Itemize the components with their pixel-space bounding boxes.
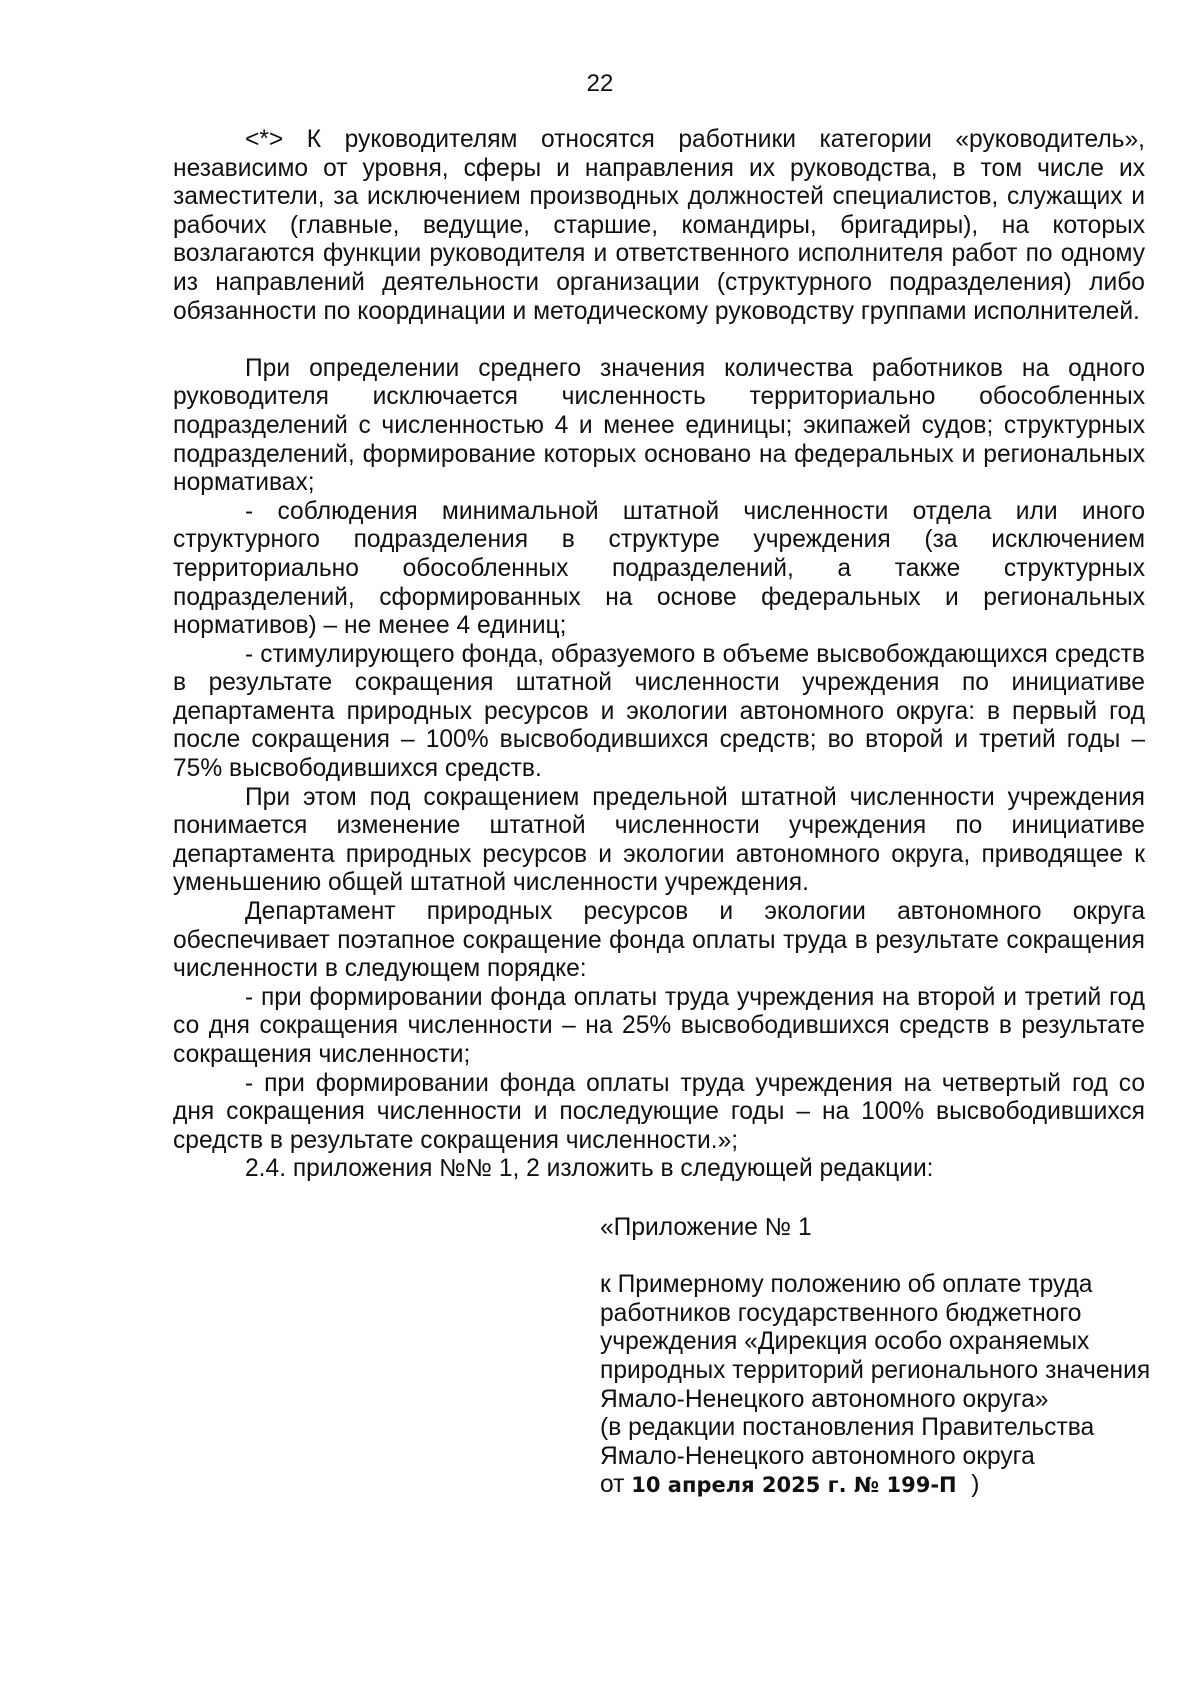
document-body: [173, 126, 1145, 1184]
appendix-date-line: [600, 1471, 1160, 1500]
list-item: - стимулирующего фонда, образуемого в объеме высвобождающихся средств в результате сокращения штатной численности учреждения по инициативе департамента природных ресурсов и экологии автономного округа: в первый год после сокращения – 100% высвободившихся средств; во второй и третий годы – 75% высвободившихся средств.: [173, 640, 1145, 783]
date-prefix: от: [600, 1471, 625, 1499]
date-suffix: ): [971, 1471, 980, 1499]
body-paragraph: При определении среднего значения количества работников на одного руководителя исключается численность территориально обособленных подразделений с численностью 4 и менее единицы; экипажей судов; структурных подразделений, формирование которых основано на федеральных и региональных нормативах;: [173, 354, 1145, 497]
appendix-header: [600, 1214, 1160, 1500]
list-item: - при формировании фонда оплаты труда учреждения на четвертый год со дня сокращения численности и последующие годы – на 100% высвободившихся средств в результате сокращения численности.»;: [173, 1069, 1145, 1154]
list-item: - при формировании фонда оплаты труда учреждения на второй и третий год со дня сокращения численности – на 25% высвободившихся средств в результате сокращения численности;: [173, 983, 1145, 1068]
body-paragraph: При этом под сокращением предельной штатной численности учреждения понимается изменение штатной численности учреждения по инициативе департамента природных ресурсов и экологии автономного округа, приводящее к уменьшению общей штатной численности учреждения.: [173, 783, 1145, 897]
body-paragraph: 2.4. приложения №№ 1, 2 изложить в следующей редакции:: [245, 1155, 934, 1183]
appendix-edition: (в редакции постановления Правительства Ямало-Ненецкого автономного округа: [600, 1414, 1095, 1470]
appendix-title: «Приложение № 1: [600, 1214, 812, 1241]
list-item: - соблюдения минимальной штатной численности отдела или иного структурного подразделения в структуре учреждения (за исключением территориально обособленных подразделений, а также структурных подразделений, сформированных на основе федеральных и региональных нормативов) – не менее 4 единиц;: [173, 497, 1145, 640]
appendix-reference: к Примерному положению об оплате труда работников государственного бюджетного учреждения «Дирекция особо охраняемых природных территорий регионального значения Ямало-Ненецкого автономного округа»: [600, 1271, 1151, 1413]
footnote-paragraph: <*> К руководителям относятся работники категории «руководитель», независимо от уровня, сферы и направления их руководства, в том числе их заместители, за исключением производных должностей специалистов, служащих и рабочих (главные, ведущие, старшие, командиры, бригадиры), на которых возлагаются функции руководителя и ответственного исполнителя работ по одному из направлений деятельности организации (структурного подразделения) либо обязанности по координации и методическому руководству группами исполнителей.: [173, 126, 1145, 325]
decree-date: 10 апреля 2025 г. № 199-П: [631, 1473, 957, 1498]
appendix-spacer: [600, 1243, 1160, 1272]
body-paragraph: Департамент природных ресурсов и экологии автономного округа обеспечивает поэтапное сокращение фонда оплаты труда в результате сокращения численности в следующем порядке:: [173, 898, 1145, 983]
page-number: 22: [586, 70, 614, 97]
